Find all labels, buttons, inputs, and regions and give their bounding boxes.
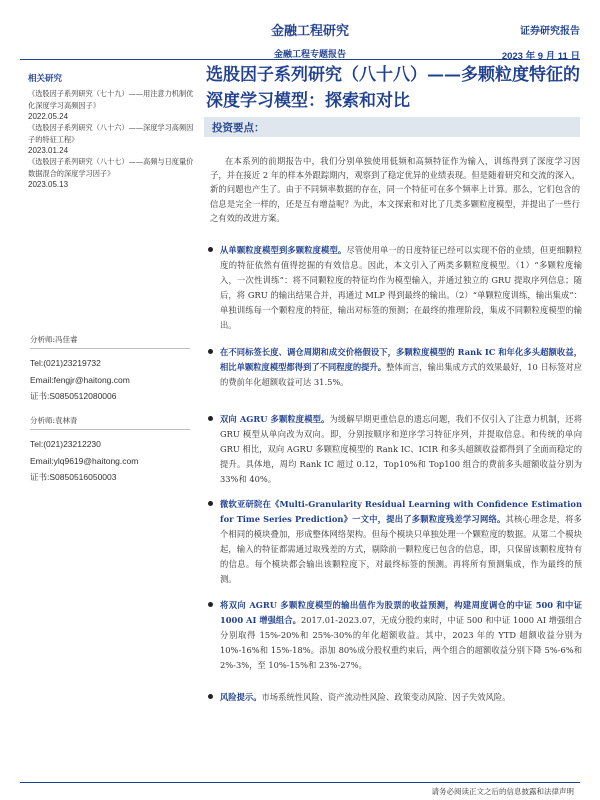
analyst-card [30,415,190,486]
analyst-email[interactable]: Email:fengjr@haitong.com [30,374,130,385]
key-point-text [220,497,582,587]
analyst-cert: 证书:S0850512080006 [30,391,117,401]
org-title: 金融工程研究 [270,24,349,39]
related-report-date: 2023.05.13 [28,180,69,189]
footer-disclaimer: 请务必阅读正文之后的信息披露和法律声明 [431,787,574,796]
key-point-body: 2017.01-2023.07，无成分股约束时，中证 500 和中证 1000 AI 增强组合分别取得 15%-20%和 25%-30%的年化超额收益。其中，2023 年的 YTD 超额收益分别为 10%-16%和 15%-18%。添加 80%成分股权重约束后，两个组合的超额收益分别下降 5%-6%和 2%-3%，至 10%-15%和 23%-27%。 [220,615,582,670]
key-point-lead: 将双向 AGRU 多颗粒度模型的输出值作为股票的收益预测，构建周度调仓的中证 500 和中证 1000 AI 增强组合。 [220,600,582,625]
related-report[interactable] [28,122,198,156]
related-report-title[interactable]: 《选股因子系列研究（八十七）——高频与日度量价数据混合的深度学习因子》 [28,157,194,178]
key-point-lead: 从单颗粒度模型到多颗粒度模型。 [220,245,347,255]
key-point-body: 市场系统性风险、资产流动性风险、政策变动风险、因子失效风险。 [261,692,511,702]
key-point-text [220,690,582,705]
key-point-lead: 风险提示。 [220,692,262,702]
related-report-date: 2022.05.24 [28,112,69,121]
key-point-text [220,345,582,390]
key-point-lead: 微软亚研院在《Multi-Granularity Residual Learning with Confidence Estimation for Time Series Prediction》一文中，提出了多颗粒度残差学习网络。 [220,499,582,524]
key-point-body: 为缓解早期更重信息的遗忘问题，我们不仅引入了注意力机制，还将 GRU 模型从单向改为双向。即，分别按顺序和逆序学习特征序列，并提取信息。和传统的单向 GRU 相比，双向 AGRU 多颗粒度模型的 Rank IC、ICIR 和多头超额收益都得到了全面而稳定的提升。具体地，周均 Rank IC 超过 0.12，Top10%和 Top100 组合的费前多头超额收益分别为 33%和 40%。 [220,414,582,484]
related-report[interactable] [28,88,198,122]
footer-divider [20,782,580,783]
summary-label: 投资要点： [212,122,265,134]
key-point-lead: 在不同标签长度、调仓周期和成交价格假设下，多颗粒度模型的 Rank IC 和年化多头超额收益，相比单颗粒度模型都得到了不同程度的提升。 [220,347,582,372]
bullet-icon [208,416,213,421]
analyst-card [30,334,190,405]
sidebar [28,72,198,190]
org-subtitle: 金融工程专题报告 [273,50,346,60]
bullet-icon [208,602,213,607]
key-point-text [220,412,582,487]
header-org [255,20,365,60]
analyst-tel: Tel:(021)23219732 [30,358,101,368]
key-point-body: 尽管使用单一的日度特征已经可以实现不俗的业绩，但更细颗粒度的特征依然有值得挖掘的有效信息。因此，本文引入了两类多颗粒度模型。（1）“多颗粒度输入，一次性训练”：将不同颗粒度的特征均作为模型输入，并通过独立的 GRU 提取序列信息；随后，将 GRU 的输出结果合并，再通过 MLP 得到最终的输出。（2）“单颗粒度训练，输出集成”：单独训练每一个颗粒度的特征，输出对标签的预测；在最终的推理阶段，集成不同颗粒度模型的输出。 [220,245,582,330]
related-report-date: 2023.01.24 [28,146,69,155]
intro-text: 在本系列的前期报告中，我们分别单独使用低频和高频特征作为输入，训练得到了深度学习因子，并在接近 2 年的样本外跟踪期内，观察到了稳定优异的业绩表现。但是随着研究和交流的深入，新的问题也产生了。由于不同频率数据的存在，同一个特征可在多个频率上计算。那么，它们包含的信息是完全一样的，还是互有增益呢？为此，本文探索和对比了几类多颗粒度模型，并提出了一些行之有效的改进方案。 [210,156,580,223]
analyst-name: 分析师:袁林青 [30,415,190,430]
key-point-body: 其核心理念是，将多个相同的模块叠加，形成整体网络架构。但每个模块只单独处理一个颗粒度的数据。从第二个模块起，输入的特征都需通过取残差的方式，剔除前一颗粒度已包含的信息，即，只保留该颗粒度特有的信息。每个模块都会输出该颗粒度下，对最终标签的预测。再将所有预测集成，作为最终的预测。 [220,514,582,584]
analyst-name: 分析师:冯佳睿 [30,334,190,349]
key-point-body: 整体而言，输出集成方式的效果最好，10 日标签对应的费前年化超额收益可达 31.5%。 [220,362,582,387]
page-title: 选股因子系列研究（八十八）——多颗粒度特征的深度学习模型：探索和对比 [206,65,580,111]
key-point-lead: 双向 AGRU 多颗粒度模型。 [220,414,330,424]
header-meta [502,22,580,62]
key-point-text [220,243,582,333]
bullet-icon [208,349,213,354]
analyst-cert: 证书:S0850516050003 [30,472,117,482]
intro-paragraph [210,154,580,225]
related-report-title[interactable]: 《选股因子系列研究（七十九）——用注意力机制优化深度学习高频因子》 [28,89,194,110]
report-type: 证券研究报告 [520,26,580,37]
related-report-title[interactable]: 《选股因子系列研究（八十六）——深度学习高频因子的特征工程》 [28,123,194,144]
header-divider [20,59,580,60]
related-report[interactable] [28,156,198,190]
bullet-icon [208,247,213,252]
analyst-email[interactable]: Email:ylq9619@haitong.com [30,455,139,466]
analyst-tel: Tel:(021)23212230 [30,439,101,449]
bullet-icon [208,694,213,699]
related-heading: 相关研究 [28,74,63,84]
key-point-text [220,598,582,673]
summary-header-bar [204,117,580,137]
report-date: 2023 年 9 月 11 日 [501,51,580,62]
bullet-icon [208,501,213,506]
